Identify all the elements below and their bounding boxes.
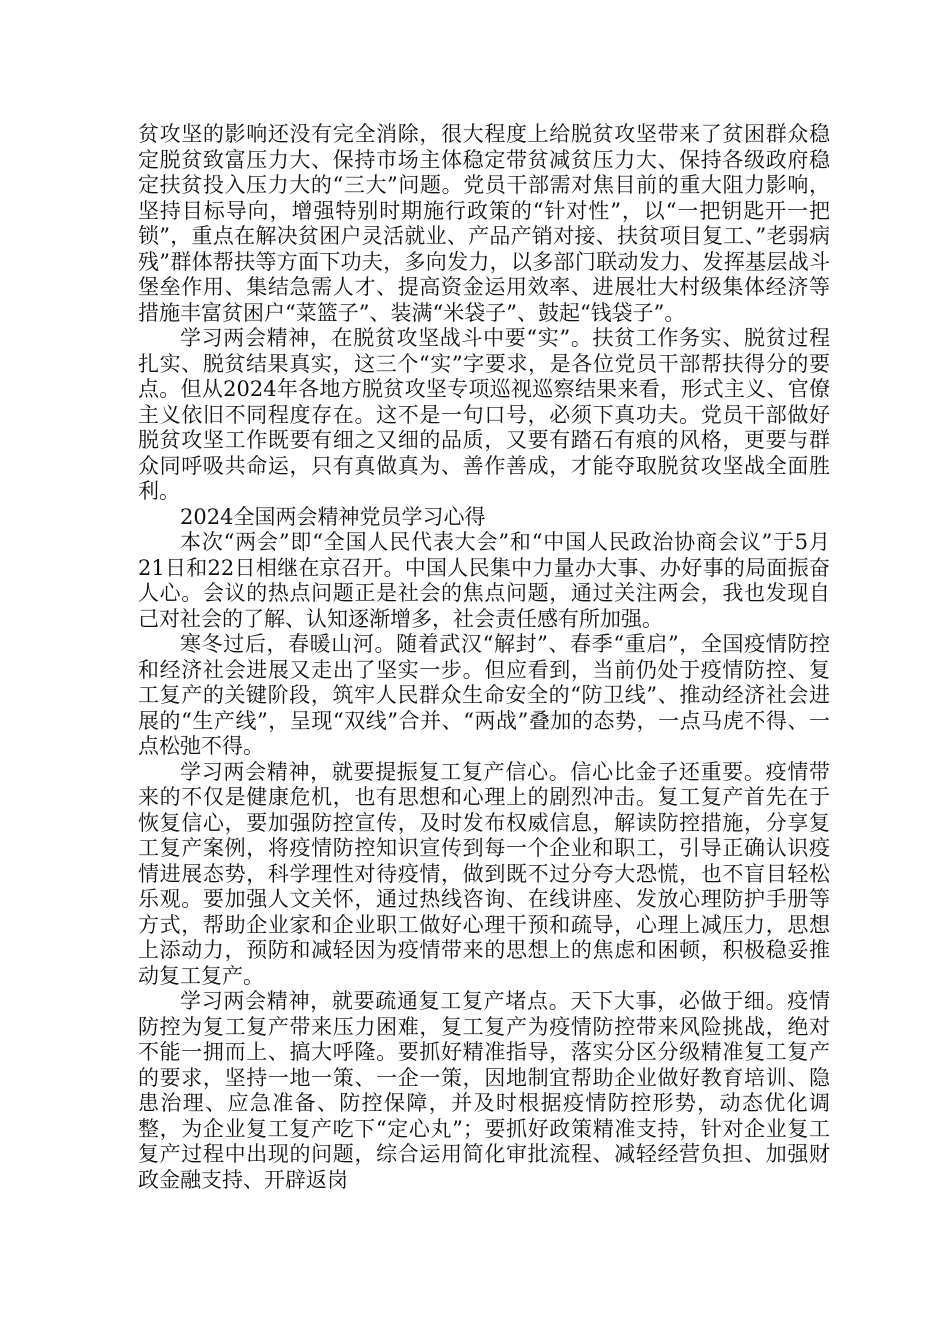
paragraph-two-sessions-intro: 本次“两会”即“全国人民代表大会”和“中国人民政治协商会议”于5月21日和22日相继在京召开。中国人民集中力量办大事、办好事的局面振奋人心。会议的热点问题正是社会的焦点问题，通过关注两会，我也发现自己对社会的了解、认知逐渐增多，社会责任感有所加强。 <box>138 530 830 631</box>
document-page <box>138 122 830 1193</box>
paragraph-clear-blockages: 学习两会精神，就要疏通复工复产堵点。天下大事，必做于细。疫情防控为复工复产带来压力困难，复工复产为疫情防控带来风险挑战，绝对不能一拥而上、搞大呼隆。要抓好精准指导，落实分区分级精准复工复产的要求，坚持一地一策、一企一策，因地制宜帮助企业做好教育培训、隐患治理、应急准备、防控保障，并及时根据疫情防控形势，动态优化调整，为企业复工复产吃下“定心丸”；要抓好政策精准支持，针对企业复工复产过程中出现的问题，综合运用简化审批流程、减轻经营负担、加强财政金融支持、开辟返岗 <box>138 989 830 1192</box>
paragraph-poverty-impact: 贫攻坚的影响还没有完全消除，很大程度上给脱贫攻坚带来了贫困群众稳定脱贫致富压力大、保持市场主体稳定带贫减贫压力大、保持各级政府稳定扶贫投入压力大的“三大”问题。党员干部需对焦目前的重大阻力影响，坚持目标导向，增强特别时期施行政策的“针对性”，以“一把钥匙开一把锁”，重点在解决贫困户灵活就业、产品产销对接、扶贫项目复工、”老弱病残”群体帮扶等方面下功夫，多向发力，以多部门联动发力、发挥基层战斗堡垒作用、集结急需人才、提高资金运用效率、进展壮大村级集体经济等措施丰富贫困户“菜篮子”、装满“米袋子”、鼓起“钱袋子”。 <box>138 122 830 325</box>
paragraph-spring-recovery: 寒冬过后，春暖山河。随着武汉“解封”、春季“重启”，全国疫情防控和经济社会进展又走出了坚实一步。但应看到，当前仍处于疫情防控、复工复产的关键阶段，筑牢人民群众生命安全的“防卫线”、推动经济社会进展的“生产线”，呈现“双线”合并、“两战”叠加的态势，一点马虎不得、一点松弛不得。 <box>138 632 830 758</box>
paragraph-poverty-practical: 学习两会精神，在脱贫攻坚战斗中要“实”。扶贫工作务实、脱贫过程扎实、脱贫结果真实，这三个“实”字要求，是各位党员干部帮扶得分的要点。但从2024年各地方脱贫攻坚专项巡视巡察结果来看，形式主义、官僚主义依旧不同程度存在。这不是一句口号，必须下真功夫。党员干部做好脱贫攻坚工作既要有细之又细的品质，又要有踏石有痕的风格，更要与群众同呼吸共命运，只有真做真为、善作善成，才能夺取脱贫攻坚战全面胜利。 <box>138 326 830 503</box>
paragraph-boost-confidence: 学习两会精神，就要提振复工复产信心。信心比金子还重要。疫情带来的不仅是健康危机，也有思想和心理上的剧烈冲击。复工复产首先在于恢复信心，要加强防控宣传，及时发布权威信息，解读防控措施，分享复工复产案例，将疫情防控知识宣传到每一个企业和职工，引导正确认识疫情进展态势，科学理性对待疫情，做到既不过分夸大恐慌，也不盲目轻松乐观。要加强人文关怀，通过热线咨询、在线讲座、发放心理防护手册等方式，帮助企业家和企业职工做好心理干预和疏导，心理上减压力，思想上添动力，预防和减轻因为疫情带来的思想上的焦虑和困顿，积极稳妥推动复工复产。 <box>138 759 830 988</box>
section-heading: 2024全国两会精神党员学习心得 <box>180 504 486 529</box>
